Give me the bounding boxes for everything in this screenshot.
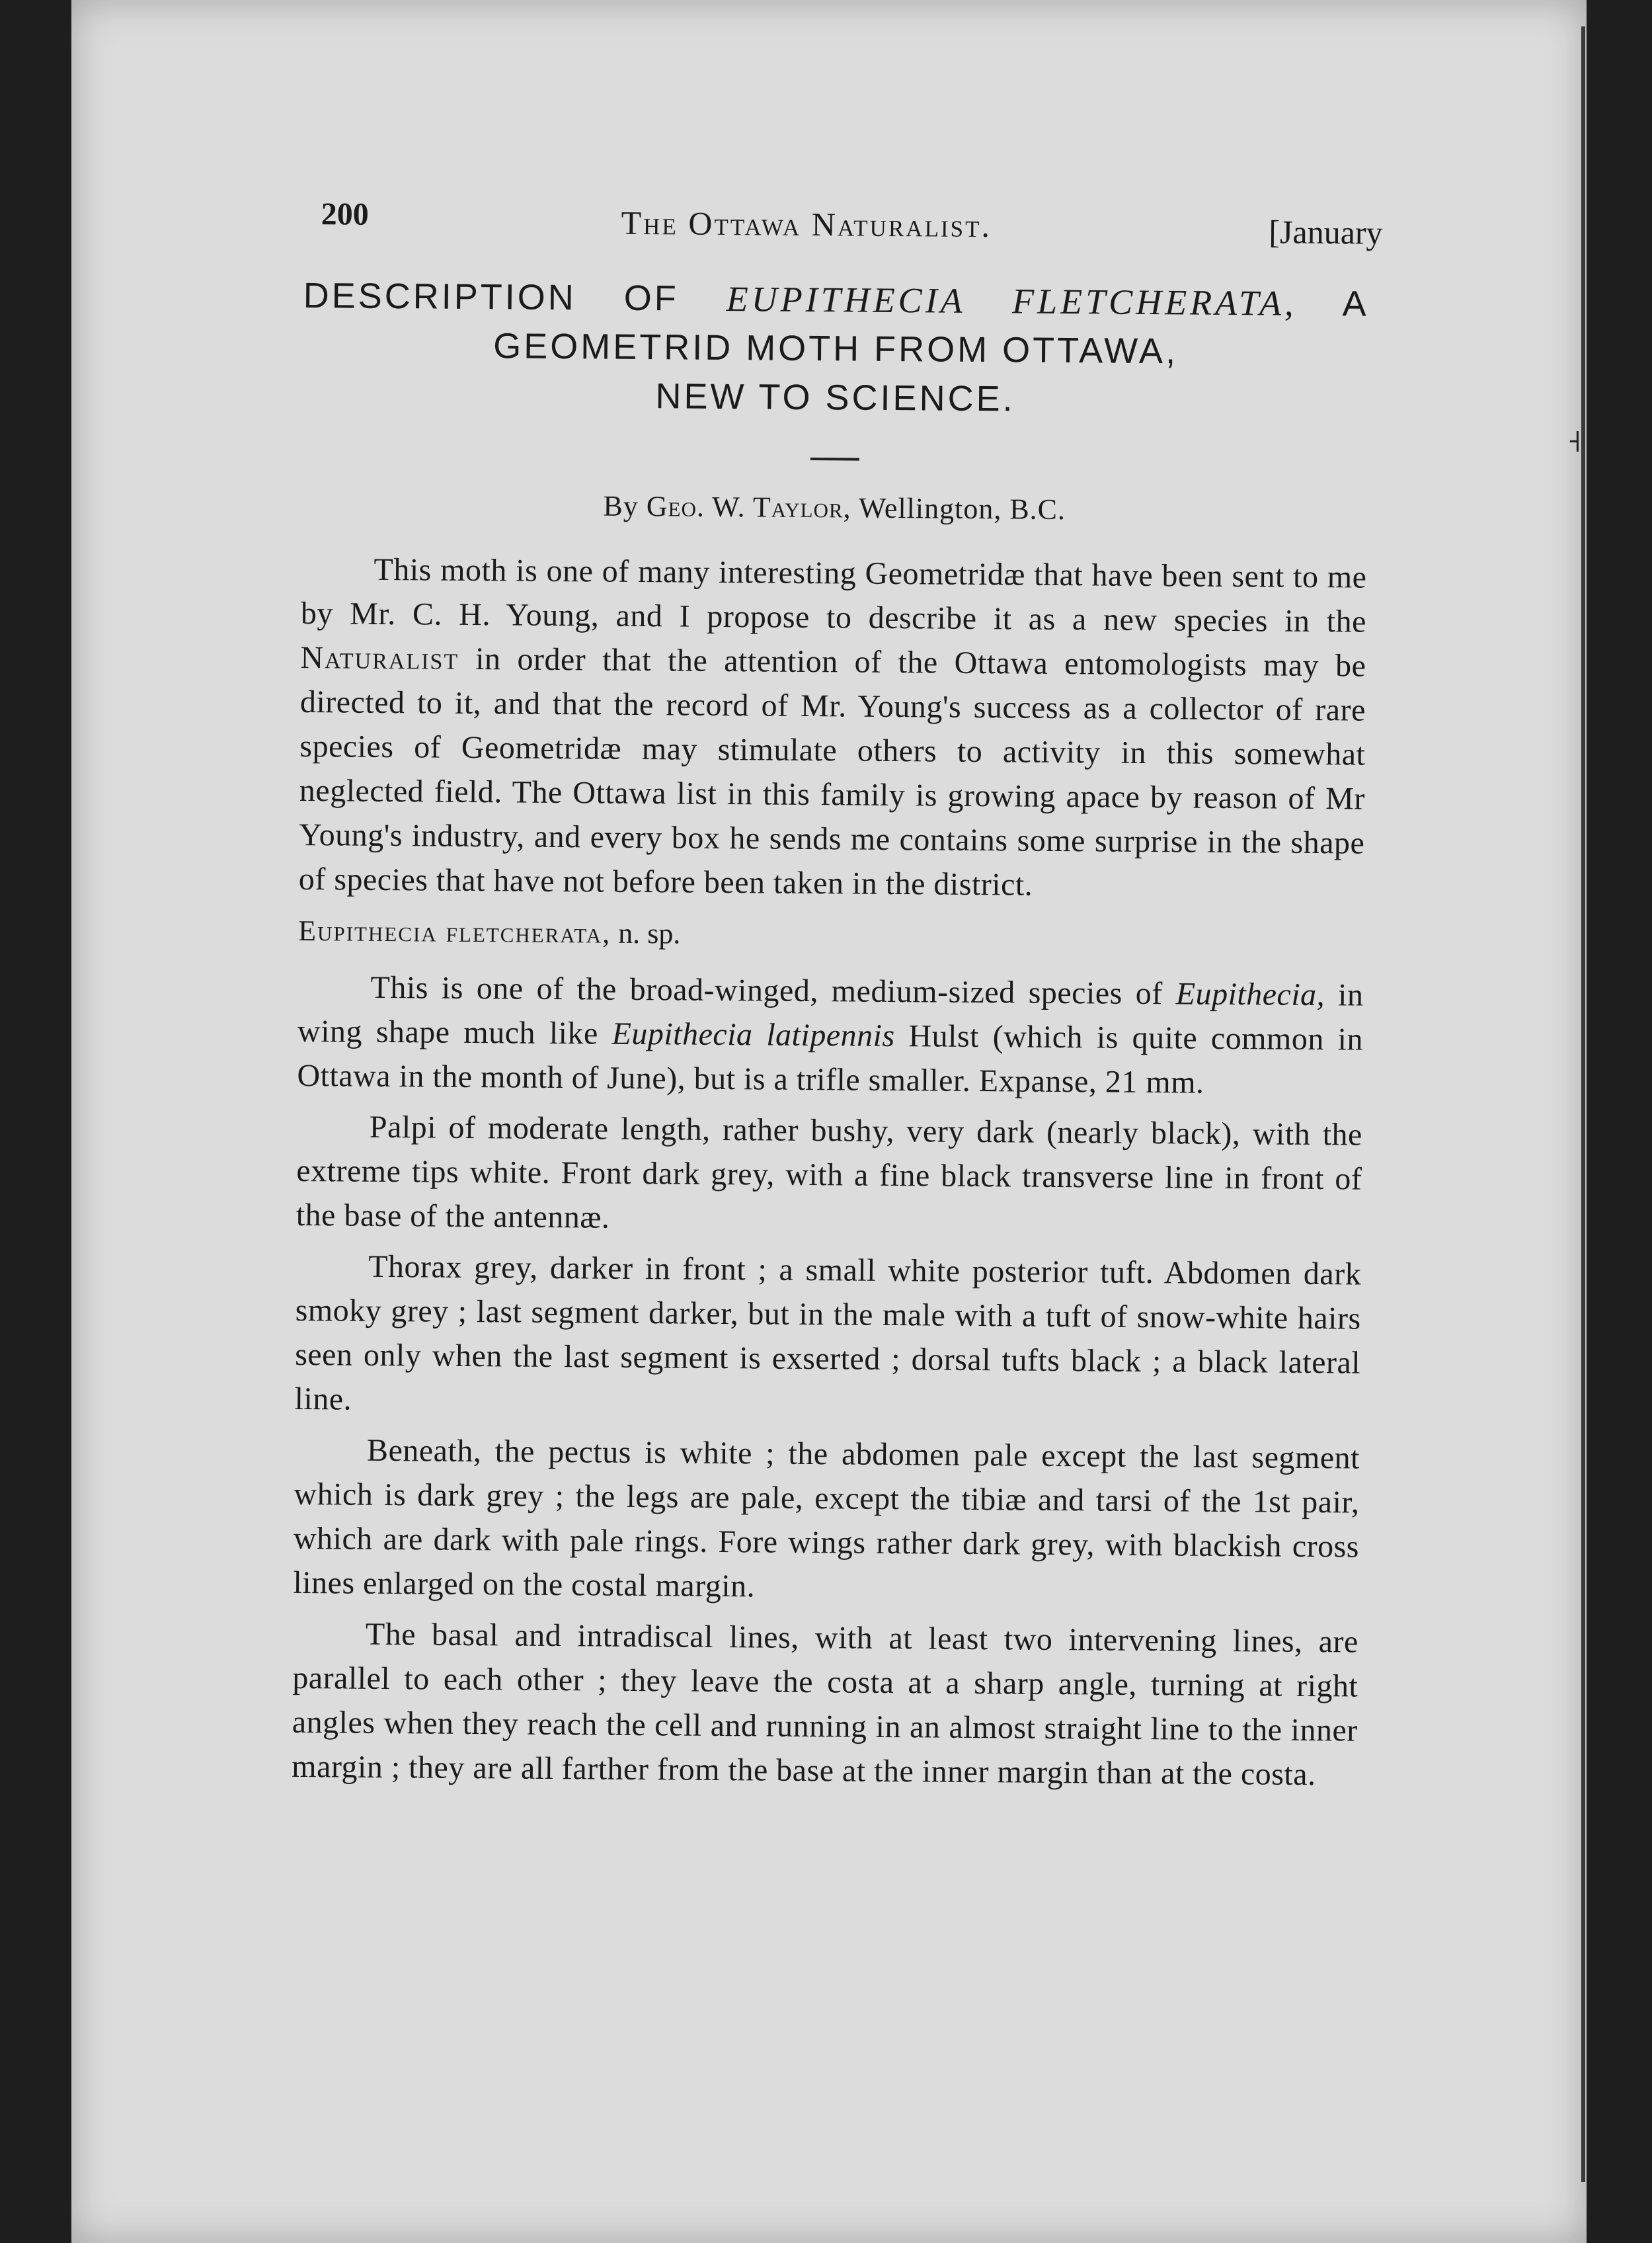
p2-species: Eupithecia latipennis <box>611 1016 895 1054</box>
paragraph-size <box>297 965 1364 1106</box>
running-header <box>303 192 1383 260</box>
title-rule <box>810 458 859 461</box>
page-text-block <box>292 192 1383 1797</box>
page-number: 200 <box>321 196 369 232</box>
page-edge-line <box>1581 26 1585 2182</box>
title-line-3: NEW TO SCIENCE. <box>655 376 1015 419</box>
species-heading <box>298 908 1364 963</box>
byline-prefix: By <box>603 489 639 522</box>
title-line-2: GEOMETRID MOTH FROM OTTAWA, <box>492 326 1179 372</box>
paragraph-intro <box>299 547 1367 910</box>
stray-mark: ˧ <box>1567 423 1582 459</box>
byline-author: Geo. W. Taylor, <box>646 490 851 524</box>
title-line-1 <box>303 271 1369 329</box>
byline <box>301 487 1367 529</box>
paragraph-lines: The basal and intradiscal lines, with at least two intervening lines, are parallel to each other ; they leave the costa at a sharp angle, turning at right angles when they reach the cell and running in an almost straight line to the inner margin ; they are all farther from the base at the inner margin than at the costa. <box>292 1616 1359 1793</box>
p1-naturalist: Naturalist <box>300 639 459 676</box>
paragraph-palpi: Palpi of moderate length, rather bushy, very dark (nearly black), with the extreme tips white. Front dark grey, with a fine black transverse line in front of the base of the antennæ. <box>295 1109 1363 1235</box>
p2-genus: Eupithecia, <box>1175 976 1325 1013</box>
paragraph-beneath: Beneath, the pectus is white ; the abdomen pale except the last segment which is dark grey ; the legs are pale, except the tibiæ and tarsi of the 1st pair, which are dark with pale rings. Fore wings rather dark grey, with blackish cross lines enlarged on the costal margin. <box>293 1432 1360 1604</box>
issue-month: [January <box>1269 213 1383 251</box>
byline-place: Wellington, B.C. <box>858 491 1066 526</box>
species-name: Eupithecia fletcherata, <box>298 914 611 950</box>
p2-text-a: This is one of the broad-winged, medium-sized species of <box>370 969 1163 1012</box>
title-suffix: A <box>1342 284 1369 324</box>
article-title <box>302 271 1369 427</box>
species-suffix: n. sp. <box>618 917 681 950</box>
paragraph-thorax: Thorax grey, darker in front ; a small white posterior tuft. Abdomen dark smoky grey ; last segment darker, but in the male with a tuft of snow-white hairs seen only when the last segment is exserted ; dorsal tufts black ; a black lateral line. <box>294 1248 1362 1417</box>
title-prefix: DESCRIPTION OF <box>303 275 679 319</box>
p1-text-a: This moth is one of many interesting Geometridæ that have been sent to me by Mr. C. H. Young, and I propose to describe it as a new species in the <box>300 551 1367 639</box>
p1-text-b: in order that the attention of the Ottawa entomologists may be directed to it, and that the record of Mr. Young's success as a collector of rare species of Geometridæ may stimulate others to activity in this somewhat neglected field. The Ottawa list in this family is growing apace by reason of Mr Young's industry, and every box he sends me contains some surprise in the shape of species that have not before been taken in the district. <box>298 641 1366 903</box>
title-species: EUPITHECIA FLETCHERATA, <box>726 279 1297 323</box>
p2-text-b: in wing shape much like <box>297 977 1364 1051</box>
p2-text-c: Hulst (which is quite common in Ottawa in the month of June), but is a trifle smaller. Expanse, 21 mm. <box>297 1018 1364 1100</box>
journal-title: The Ottawa Naturalist. <box>621 204 992 245</box>
